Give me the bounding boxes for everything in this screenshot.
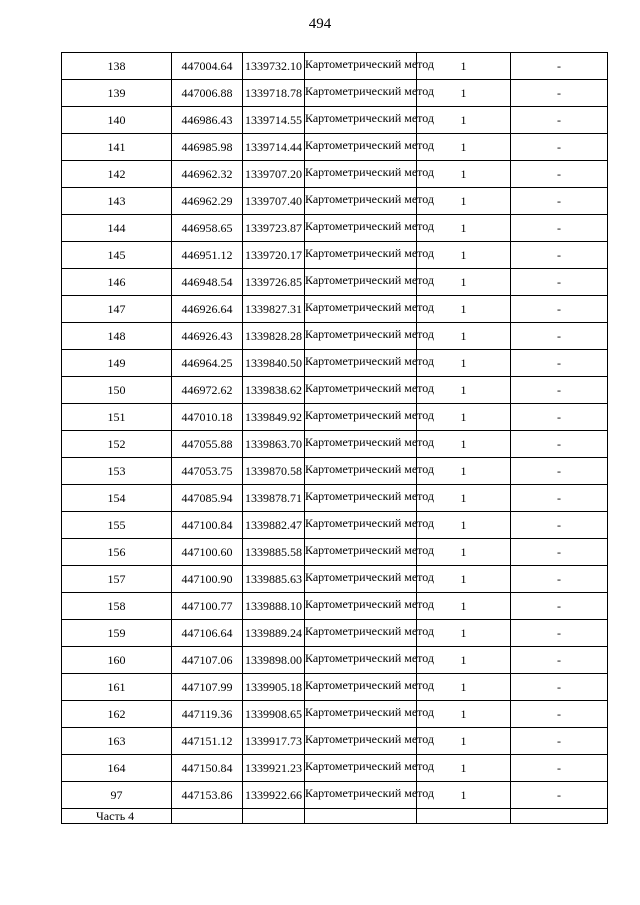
x-coordinate-cell: 447100.84 xyxy=(172,512,243,539)
method-cell xyxy=(305,404,435,431)
y-coordinate-cell: 1339723.87 xyxy=(243,215,305,242)
table-row xyxy=(62,80,608,107)
method-cell xyxy=(305,431,435,458)
accuracy-cell: 1 xyxy=(417,53,511,80)
method-text: Картометрический метод xyxy=(305,462,435,476)
y-coordinate-cell: 1339720.17 xyxy=(243,242,305,269)
x-coordinate-cell: 447100.77 xyxy=(172,593,243,620)
x-coordinate-cell: 447150.84 xyxy=(172,755,243,782)
method-text: Картометрический метод xyxy=(305,192,435,206)
point-number-cell: 143 xyxy=(62,188,172,215)
method-cell xyxy=(305,323,435,350)
description-cell: - xyxy=(511,566,608,593)
table-row xyxy=(62,431,608,458)
method-text: Картометрический метод xyxy=(305,300,435,314)
accuracy-cell: 1 xyxy=(417,188,511,215)
point-number-cell: 162 xyxy=(62,701,172,728)
method-text: Картометрический метод xyxy=(305,408,435,422)
method-text: Картометрический метод xyxy=(305,327,435,341)
description-cell: - xyxy=(511,674,608,701)
method-text: Картометрический метод xyxy=(305,543,435,557)
x-coordinate-cell: 446926.43 xyxy=(172,323,243,350)
method-cell xyxy=(305,485,435,512)
y-coordinate-cell: 1339827.31 xyxy=(243,296,305,323)
y-coordinate-cell: 1339898.00 xyxy=(243,647,305,674)
table-row xyxy=(62,458,608,485)
method-text: Картометрический метод xyxy=(305,111,435,125)
empty-cell xyxy=(417,809,511,824)
accuracy-cell: 1 xyxy=(417,269,511,296)
empty-cell xyxy=(305,809,417,824)
method-text: Картометрический метод xyxy=(305,381,435,395)
x-coordinate-cell: 447053.75 xyxy=(172,458,243,485)
method-text: Картометрический метод xyxy=(305,246,435,260)
method-text: Картометрический метод xyxy=(305,516,435,530)
method-text: Картометрический метод xyxy=(305,786,435,800)
description-cell: - xyxy=(511,188,608,215)
point-number-cell: 146 xyxy=(62,269,172,296)
method-cell xyxy=(305,269,435,296)
point-number-cell: 154 xyxy=(62,485,172,512)
point-number-cell: 161 xyxy=(62,674,172,701)
point-number-cell: 158 xyxy=(62,593,172,620)
table-row xyxy=(62,53,608,80)
y-coordinate-cell: 1339870.58 xyxy=(243,458,305,485)
empty-cell xyxy=(243,809,305,824)
x-coordinate-cell: 447006.88 xyxy=(172,80,243,107)
point-number-cell: 163 xyxy=(62,728,172,755)
x-coordinate-cell: 447100.90 xyxy=(172,566,243,593)
method-text: Картометрический метод xyxy=(305,273,435,287)
y-coordinate-cell: 1339885.63 xyxy=(243,566,305,593)
accuracy-cell: 1 xyxy=(417,701,511,728)
y-coordinate-cell: 1339714.44 xyxy=(243,134,305,161)
x-coordinate-cell: 446985.98 xyxy=(172,134,243,161)
description-cell: - xyxy=(511,404,608,431)
method-text: Картометрический метод xyxy=(305,705,435,719)
table-row xyxy=(62,161,608,188)
description-cell: - xyxy=(511,485,608,512)
method-text: Картометрический метод xyxy=(305,759,435,773)
empty-cell xyxy=(172,809,243,824)
y-coordinate-cell: 1339885.58 xyxy=(243,539,305,566)
point-number-cell: 164 xyxy=(62,755,172,782)
x-coordinate-cell: 447119.36 xyxy=(172,701,243,728)
point-number-cell: 139 xyxy=(62,80,172,107)
point-number-cell: 97 xyxy=(62,782,172,809)
y-coordinate-cell: 1339878.71 xyxy=(243,485,305,512)
table-row xyxy=(62,539,608,566)
method-cell xyxy=(305,647,435,674)
accuracy-cell: 1 xyxy=(417,620,511,647)
point-number-cell: 145 xyxy=(62,242,172,269)
method-text: Картометрический метод xyxy=(305,219,435,233)
point-number-cell: 149 xyxy=(62,350,172,377)
description-cell: - xyxy=(511,620,608,647)
table-row xyxy=(62,323,608,350)
method-cell xyxy=(305,215,435,242)
description-cell: - xyxy=(511,728,608,755)
part-header-row xyxy=(62,809,608,824)
accuracy-cell: 1 xyxy=(417,296,511,323)
method-cell xyxy=(305,134,435,161)
x-coordinate-cell: 447085.94 xyxy=(172,485,243,512)
x-coordinate-cell: 446926.64 xyxy=(172,296,243,323)
point-number-cell: 140 xyxy=(62,107,172,134)
table-row xyxy=(62,350,608,377)
y-coordinate-cell: 1339707.20 xyxy=(243,161,305,188)
method-cell xyxy=(305,755,435,782)
x-coordinate-cell: 447107.99 xyxy=(172,674,243,701)
method-text: Картометрический метод xyxy=(305,165,435,179)
x-coordinate-cell: 446948.54 xyxy=(172,269,243,296)
y-coordinate-cell: 1339882.47 xyxy=(243,512,305,539)
accuracy-cell: 1 xyxy=(417,485,511,512)
accuracy-cell: 1 xyxy=(417,728,511,755)
accuracy-cell: 1 xyxy=(417,134,511,161)
y-coordinate-cell: 1339921.23 xyxy=(243,755,305,782)
table-row xyxy=(62,755,608,782)
y-coordinate-cell: 1339889.24 xyxy=(243,620,305,647)
accuracy-cell: 1 xyxy=(417,593,511,620)
accuracy-cell: 1 xyxy=(417,647,511,674)
table-row xyxy=(62,296,608,323)
part-label: Часть 4 xyxy=(62,809,172,824)
y-coordinate-cell: 1339707.40 xyxy=(243,188,305,215)
description-cell: - xyxy=(511,431,608,458)
description-cell: - xyxy=(511,350,608,377)
method-text: Картометрический метод xyxy=(305,57,435,71)
accuracy-cell: 1 xyxy=(417,80,511,107)
table-row xyxy=(62,782,608,809)
description-cell: - xyxy=(511,539,608,566)
description-cell: - xyxy=(511,269,608,296)
description-cell: - xyxy=(511,323,608,350)
table-body xyxy=(62,53,608,824)
description-cell: - xyxy=(511,80,608,107)
method-text: Картометрический метод xyxy=(305,570,435,584)
accuracy-cell: 1 xyxy=(417,458,511,485)
description-cell: - xyxy=(511,377,608,404)
accuracy-cell: 1 xyxy=(417,350,511,377)
point-number-cell: 152 xyxy=(62,431,172,458)
method-cell xyxy=(305,161,435,188)
y-coordinate-cell: 1339718.78 xyxy=(243,80,305,107)
point-number-cell: 153 xyxy=(62,458,172,485)
description-cell: - xyxy=(511,701,608,728)
y-coordinate-cell: 1339917.73 xyxy=(243,728,305,755)
x-coordinate-cell: 446964.25 xyxy=(172,350,243,377)
point-number-cell: 156 xyxy=(62,539,172,566)
accuracy-cell: 1 xyxy=(417,404,511,431)
description-cell: - xyxy=(511,782,608,809)
method-cell xyxy=(305,53,435,80)
y-coordinate-cell: 1339922.66 xyxy=(243,782,305,809)
x-coordinate-cell: 447100.60 xyxy=(172,539,243,566)
x-coordinate-cell: 446962.32 xyxy=(172,161,243,188)
x-coordinate-cell: 446951.12 xyxy=(172,242,243,269)
point-number-cell: 148 xyxy=(62,323,172,350)
method-cell xyxy=(305,296,435,323)
method-cell xyxy=(305,350,435,377)
x-coordinate-cell: 446958.65 xyxy=(172,215,243,242)
method-cell xyxy=(305,701,435,728)
accuracy-cell: 1 xyxy=(417,215,511,242)
y-coordinate-cell: 1339726.85 xyxy=(243,269,305,296)
point-number-cell: 138 xyxy=(62,53,172,80)
y-coordinate-cell: 1339838.62 xyxy=(243,377,305,404)
point-number-cell: 155 xyxy=(62,512,172,539)
point-number-cell: 147 xyxy=(62,296,172,323)
accuracy-cell: 1 xyxy=(417,566,511,593)
table-row xyxy=(62,134,608,161)
x-coordinate-cell: 447107.06 xyxy=(172,647,243,674)
method-cell xyxy=(305,80,435,107)
method-cell xyxy=(305,566,435,593)
method-text: Картометрический метод xyxy=(305,354,435,368)
y-coordinate-cell: 1339908.65 xyxy=(243,701,305,728)
table-row xyxy=(62,215,608,242)
method-text: Картометрический метод xyxy=(305,732,435,746)
point-number-cell: 157 xyxy=(62,566,172,593)
table-row xyxy=(62,188,608,215)
y-coordinate-cell: 1339714.55 xyxy=(243,107,305,134)
accuracy-cell: 1 xyxy=(417,674,511,701)
method-cell xyxy=(305,377,435,404)
empty-cell xyxy=(511,809,608,824)
method-cell xyxy=(305,458,435,485)
point-number-cell: 142 xyxy=(62,161,172,188)
accuracy-cell: 1 xyxy=(417,242,511,269)
method-cell xyxy=(305,728,435,755)
method-cell xyxy=(305,188,435,215)
y-coordinate-cell: 1339905.18 xyxy=(243,674,305,701)
method-text: Картометрический метод xyxy=(305,624,435,638)
method-text: Картометрический метод xyxy=(305,489,435,503)
table-row xyxy=(62,593,608,620)
description-cell: - xyxy=(511,242,608,269)
table-row xyxy=(62,269,608,296)
table-row xyxy=(62,566,608,593)
method-text: Картометрический метод xyxy=(305,84,435,98)
method-cell xyxy=(305,620,435,647)
accuracy-cell: 1 xyxy=(417,377,511,404)
x-coordinate-cell: 447151.12 xyxy=(172,728,243,755)
y-coordinate-cell: 1339828.28 xyxy=(243,323,305,350)
point-number-cell: 150 xyxy=(62,377,172,404)
y-coordinate-cell: 1339849.92 xyxy=(243,404,305,431)
method-text: Картометрический метод xyxy=(305,678,435,692)
y-coordinate-cell: 1339888.10 xyxy=(243,593,305,620)
description-cell: - xyxy=(511,512,608,539)
point-number-cell: 159 xyxy=(62,620,172,647)
method-cell xyxy=(305,539,435,566)
table-row xyxy=(62,404,608,431)
accuracy-cell: 1 xyxy=(417,755,511,782)
table-row xyxy=(62,647,608,674)
method-cell xyxy=(305,782,435,809)
table-row xyxy=(62,728,608,755)
y-coordinate-cell: 1339732.10 xyxy=(243,53,305,80)
table-row xyxy=(62,620,608,647)
description-cell: - xyxy=(511,647,608,674)
method-cell xyxy=(305,593,435,620)
x-coordinate-cell: 446972.62 xyxy=(172,377,243,404)
y-coordinate-cell: 1339840.50 xyxy=(243,350,305,377)
x-coordinate-cell: 447106.64 xyxy=(172,620,243,647)
accuracy-cell: 1 xyxy=(417,782,511,809)
description-cell: - xyxy=(511,458,608,485)
table-row xyxy=(62,512,608,539)
method-text: Картометрический метод xyxy=(305,597,435,611)
y-coordinate-cell: 1339863.70 xyxy=(243,431,305,458)
point-number-cell: 151 xyxy=(62,404,172,431)
table-row xyxy=(62,107,608,134)
x-coordinate-cell: 447153.86 xyxy=(172,782,243,809)
point-number-cell: 141 xyxy=(62,134,172,161)
method-cell xyxy=(305,107,435,134)
x-coordinate-cell: 447055.88 xyxy=(172,431,243,458)
table-row xyxy=(62,674,608,701)
description-cell: - xyxy=(511,53,608,80)
x-coordinate-cell: 446962.29 xyxy=(172,188,243,215)
method-text: Картометрический метод xyxy=(305,651,435,665)
description-cell: - xyxy=(511,161,608,188)
accuracy-cell: 1 xyxy=(417,512,511,539)
description-cell: - xyxy=(511,755,608,782)
point-number-cell: 160 xyxy=(62,647,172,674)
table-row xyxy=(62,377,608,404)
method-cell xyxy=(305,674,435,701)
method-text: Картометрический метод xyxy=(305,138,435,152)
method-text: Картометрический метод xyxy=(305,435,435,449)
x-coordinate-cell: 447010.18 xyxy=(172,404,243,431)
table-row xyxy=(62,242,608,269)
table-row xyxy=(62,701,608,728)
coordinates-table xyxy=(61,52,608,824)
description-cell: - xyxy=(511,296,608,323)
accuracy-cell: 1 xyxy=(417,161,511,188)
x-coordinate-cell: 446986.43 xyxy=(172,107,243,134)
description-cell: - xyxy=(511,215,608,242)
accuracy-cell: 1 xyxy=(417,431,511,458)
accuracy-cell: 1 xyxy=(417,323,511,350)
method-cell xyxy=(305,512,435,539)
method-cell xyxy=(305,242,435,269)
page-number: 494 xyxy=(308,16,332,32)
description-cell: - xyxy=(511,107,608,134)
accuracy-cell: 1 xyxy=(417,107,511,134)
description-cell: - xyxy=(511,593,608,620)
description-cell: - xyxy=(511,134,608,161)
point-number-cell: 144 xyxy=(62,215,172,242)
accuracy-cell: 1 xyxy=(417,539,511,566)
x-coordinate-cell: 447004.64 xyxy=(172,53,243,80)
table-row xyxy=(62,485,608,512)
